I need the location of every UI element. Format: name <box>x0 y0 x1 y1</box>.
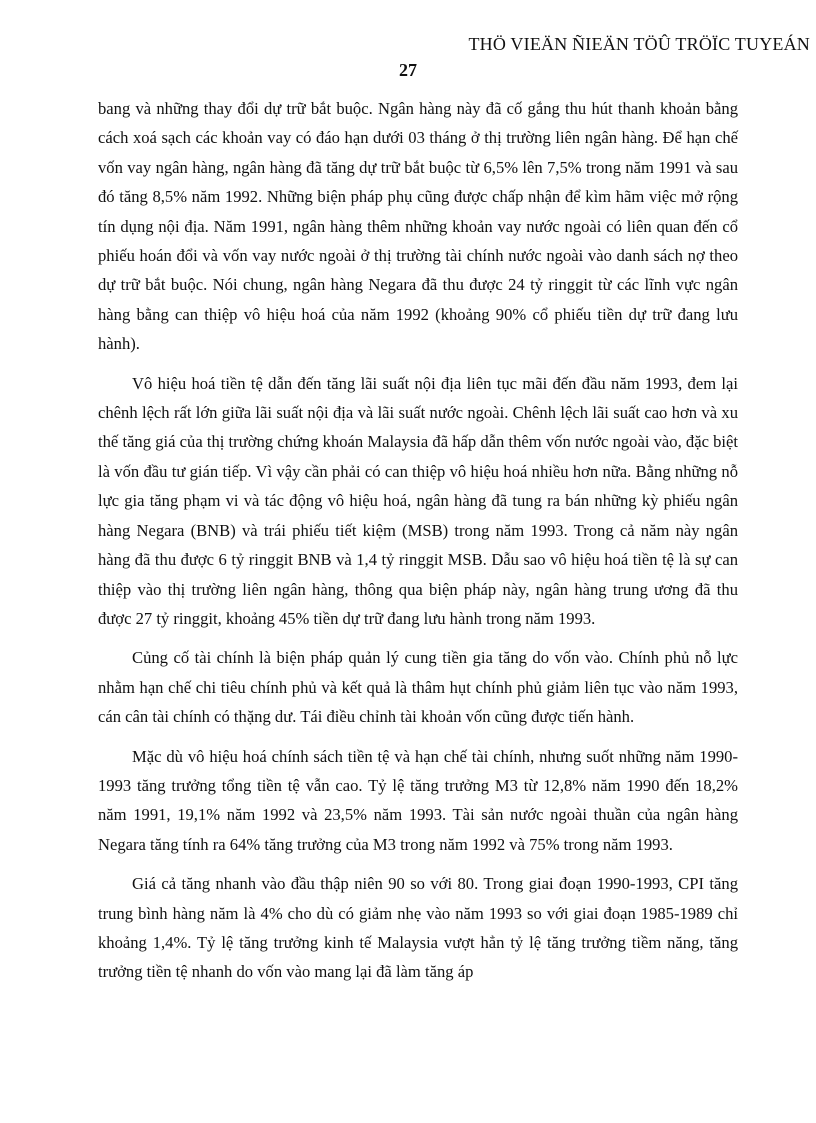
document-body <box>98 94 738 997</box>
page-number: 27 <box>399 60 417 80</box>
paragraph-5: Giá cả tăng nhanh vào đầu thập niên 90 so với 80. Trong giai đoạn 1990-1993, CPI tăng trung bình hàng năm là 4% cho dù có giảm nhẹ vào năm 1993 so với giai đoạn 1985-1989 chỉ khoảng 1,4%. Tỷ lệ tăng trưởng kinh tế Malaysia vượt hẳn tỷ lệ tăng trưởng tiềm năng, tăng trưởng tiền tệ nhanh do vốn vào mang lại đã làm tăng áp <box>98 874 738 982</box>
library-header-title: THÖ VIEÄN ÑIEÄN TÖÛ TRÖÏC TUYEÁN <box>468 34 810 54</box>
paragraph-3: Củng cố tài chính là biện pháp quản lý cung tiền gia tăng do vốn vào. Chính phủ nỗ lực nhằm hạn chế chi tiêu chính phủ và kết quả là thâm hụt chính phủ giảm liên tục vào năm 1993, cán cân tài chính có thặng dư. Tái điều chỉnh tài khoản vốn cũng được tiến hành. <box>98 648 738 727</box>
paragraph-2: Vô hiệu hoá tiền tệ dẫn đến tăng lãi suất nội địa liên tục mãi đến đầu năm 1993, đem lại chênh lệch rất lớn giữa lãi suất nội địa và lãi suất nước ngoài. Chênh lệch lãi suất cao hơn và xu thế tăng giá của thị trường chứng khoán Malaysia đã hấp dẫn thêm vốn nước ngoài vào, đặc biệt là vốn đầu tư gián tiếp. Vì vậy cần phải có can thiệp vô hiệu hoá nhiều hơn nữa. Bằng những nỗ lực gia tăng phạm vi và tác động vô hiệu hoá, ngân hàng đã tung ra bán những kỳ phiếu ngân hàng Negara (BNB) và trái phiếu tiết kiệm (MSB) trong năm 1993. Trong cả năm này ngân hàng đã thu được 6 tỷ ringgit BNB và 1,4 tỷ ringgit MSB. Dẫu sao vô hiệu hoá tiền tệ là sự can thiệp vào thị trường liên ngân hàng, thông qua biện pháp này, ngân hàng trung ương đã thu được 27 tỷ ringgit, khoảng 45% tiền dự trữ đang lưu hành trong năm 1993. <box>98 373 738 628</box>
paragraph-1: bang và những thay đổi dự trữ bắt buộc. Ngân hàng này đã cố gắng thu hút thanh khoản bằng cách xoá sạch các khoản vay có đáo hạn dưới 03 tháng ở thị trường liên ngân hàng. Để hạn chế vốn vay ngân hàng, ngân hàng đã tăng dự trữ bắt buộc từ 6,5% lên 7,5% trong năm 1991 và sau đó tăng 8,5% năm 1992. Những biện pháp phụ cũng được chấp nhận để kìm hãm việc mở rộng tín dụng nội địa. Năm 1991, ngân hàng thêm những khoản vay nước ngoài có liên quan đến cổ phiếu hoán đổi và vốn vay nước ngoài ở thị trường tài chính nước ngoài vào danh sách nợ theo dự trữ bắt buộc. Nói chung, ngân hàng Negara đã thu được 24 tỷ ringgit từ các lĩnh vực ngân hàng bằng can thiệp vô hiệu hoá của năm 1992 (khoảng 90% cổ phiếu tiền dự trữ đang lưu hành). <box>98 99 738 354</box>
paragraph-4: Mặc dù vô hiệu hoá chính sách tiền tệ và hạn chế tài chính, nhưng suốt những năm 1990-1993 tăng trưởng tổng tiền tệ vẫn cao. Tỷ lệ tăng trưởng M3 từ 12,8% năm 1990 đến 18,2% năm 1991, 19,1% năm 1992 và 23,5% năm 1993. Tài sản nước ngoài thuần của ngân hàng Negara tăng tính ra 64% tăng trưởng của M3 trong năm 1992 và 75% trong năm 1993. <box>98 746 738 854</box>
